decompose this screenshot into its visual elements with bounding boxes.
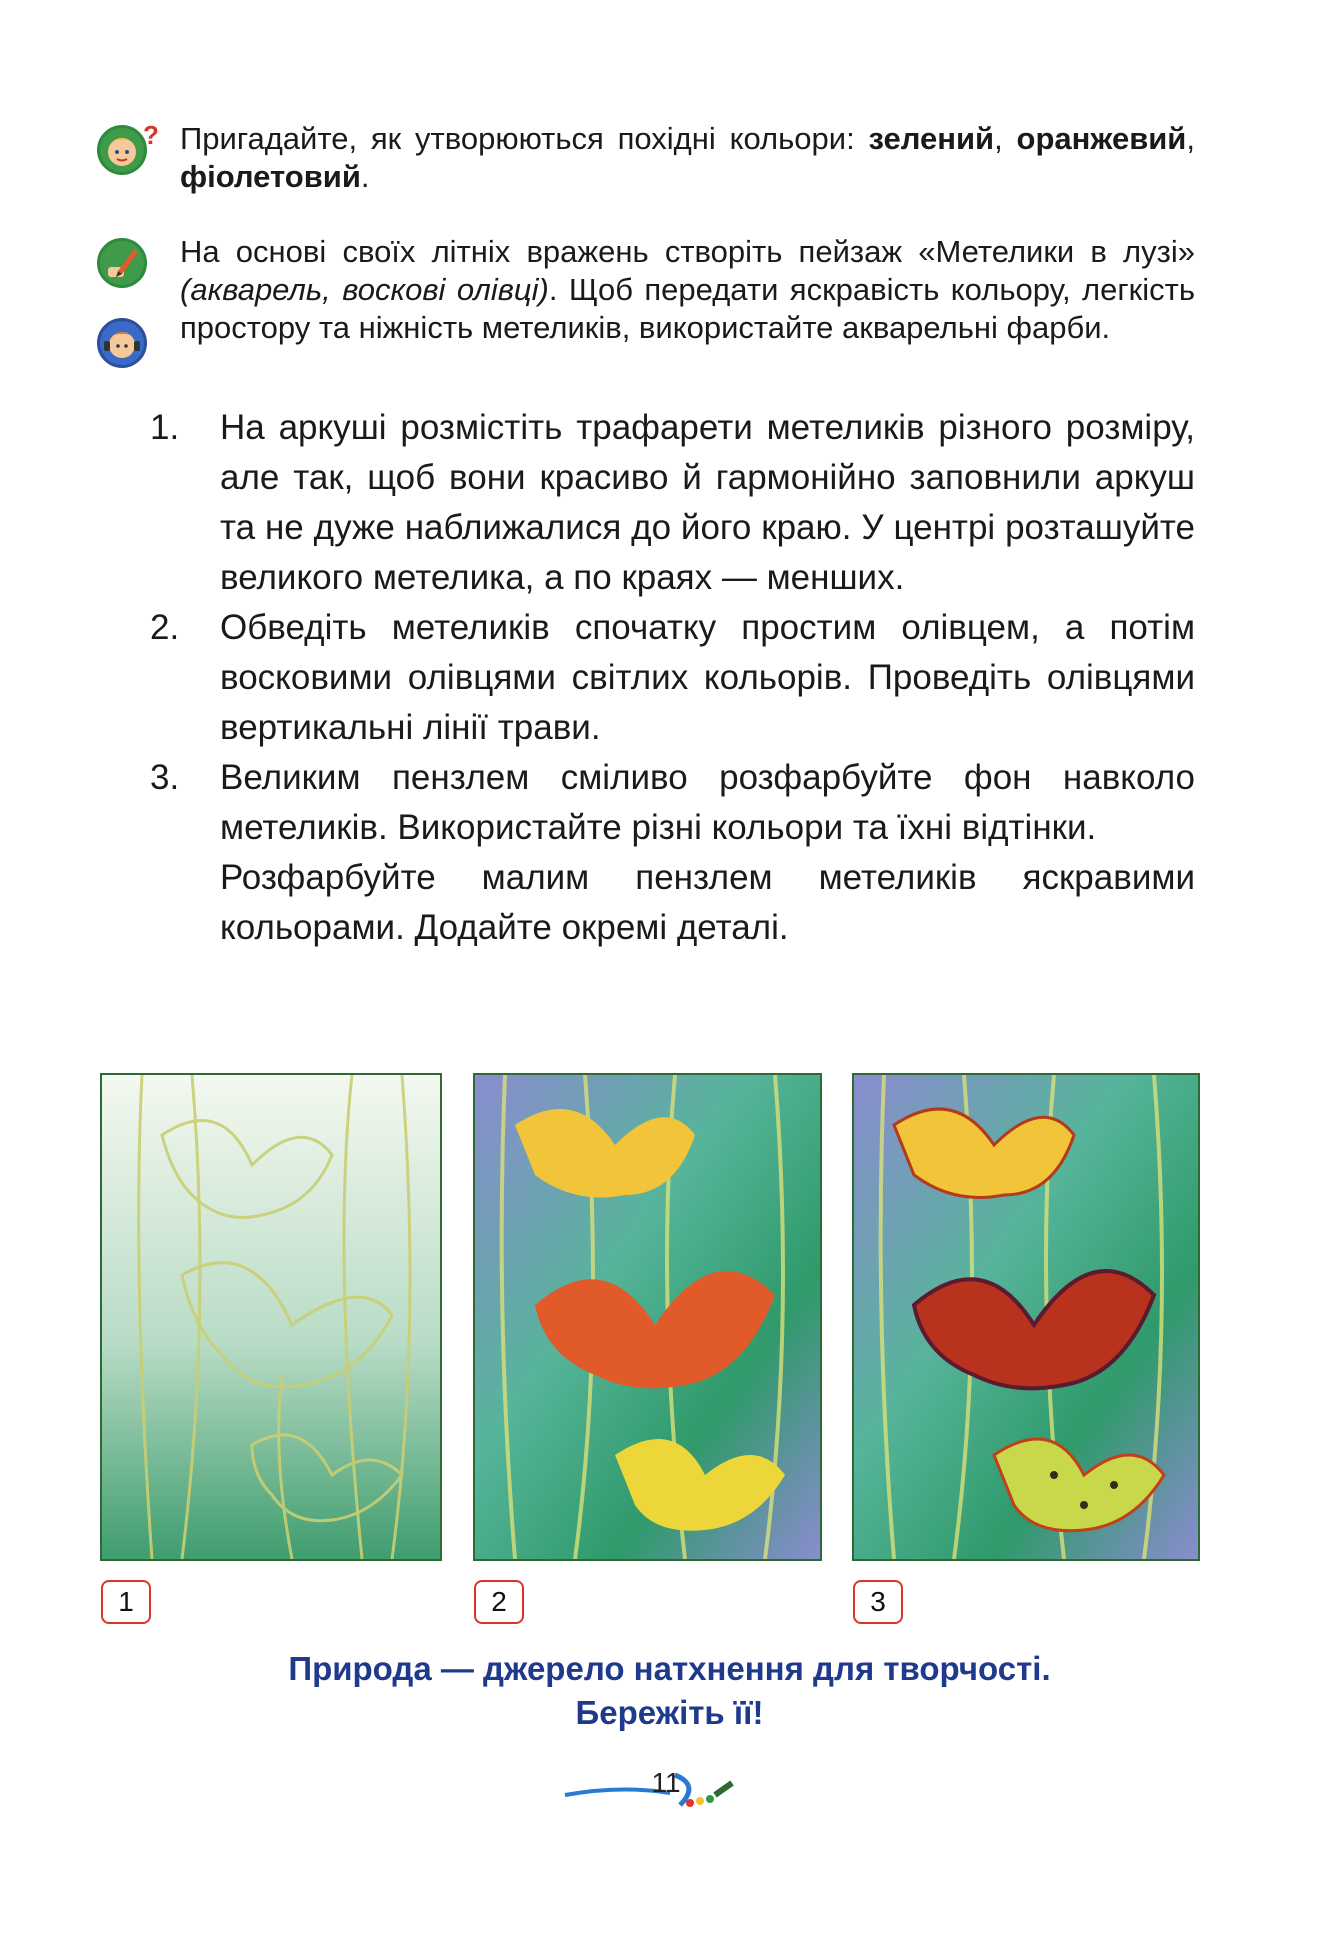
figure-finished [852, 1073, 1200, 1561]
step-item [150, 403, 1195, 603]
motto [0, 1647, 1339, 1735]
color-violet: фіолетовий [180, 159, 361, 194]
step-number: 1. [150, 408, 180, 447]
figure-label-3: 3 [853, 1580, 903, 1624]
intro-text: Пригадайте, як утворюються похідні кольори: [180, 121, 869, 156]
figure-label-2: 2 [474, 1580, 524, 1624]
girl-headphones-icon [97, 318, 147, 368]
step-text: Великим пензлем сміливо розфарбуйте фон навколо метеликів. Використайте різні кольори та їхні відтінки. [220, 758, 1195, 847]
question-mark-icon: ? [143, 120, 159, 150]
step-item [150, 753, 1195, 853]
color-green: зелений [868, 121, 995, 156]
task-text-a: На основі своїх літніх вражень створіть пейзаж «Метелики в лузі» [180, 234, 1195, 269]
color-orange: оранжевий [1016, 121, 1187, 156]
motto-line-2: Бережіть її! [575, 1694, 764, 1731]
task-paragraph [180, 233, 1195, 347]
background-image [475, 1075, 820, 1559]
punct: , [1186, 121, 1195, 156]
figure-label-1: 1 [101, 1580, 151, 1624]
step-text: Обведіть метеликів спочатку простим олівцем, а потім восковими олівцями світлих кольорів. Проведіть олівцями вертикальні лінії трави. [220, 608, 1195, 747]
step-extra-text: Розфарбуйте малим пензлем метеликів яскравими кольорами. Додайте окремі деталі. [220, 858, 1195, 947]
punct: . [360, 159, 370, 194]
pencil-drawing-icon [97, 238, 147, 288]
step-text: На аркуші розмістіть трафарети метеликів різного розміру, але так, щоб вони красиво й гармонійно заповнили аркуш та не дуже наближалися до його краю. У центрі розташуйте великого метелика, а по краях — менших. [220, 408, 1195, 597]
intro-paragraph [180, 120, 1195, 196]
sketch-image [102, 1075, 440, 1559]
finished-image [854, 1075, 1198, 1559]
figure-background [473, 1073, 822, 1561]
task-materials: (акварель, воскові олівці) [180, 272, 549, 307]
step-item [150, 603, 1195, 753]
task-text-b: . Щоб передати яскравість кольору, легкість простору та ніжність метеликів, використайте акварельні фарби. [180, 272, 1195, 345]
figure-sketch [100, 1073, 442, 1561]
page-number: 11 [651, 1767, 681, 1798]
boy-thinking-icon [97, 125, 147, 175]
step-number: 3. [150, 758, 180, 797]
punct: , [994, 121, 1017, 156]
step-number: 2. [150, 608, 180, 647]
steps-list [150, 403, 1195, 953]
motto-line-1: Природа — джерело натхнення для творчості. [288, 1650, 1051, 1687]
